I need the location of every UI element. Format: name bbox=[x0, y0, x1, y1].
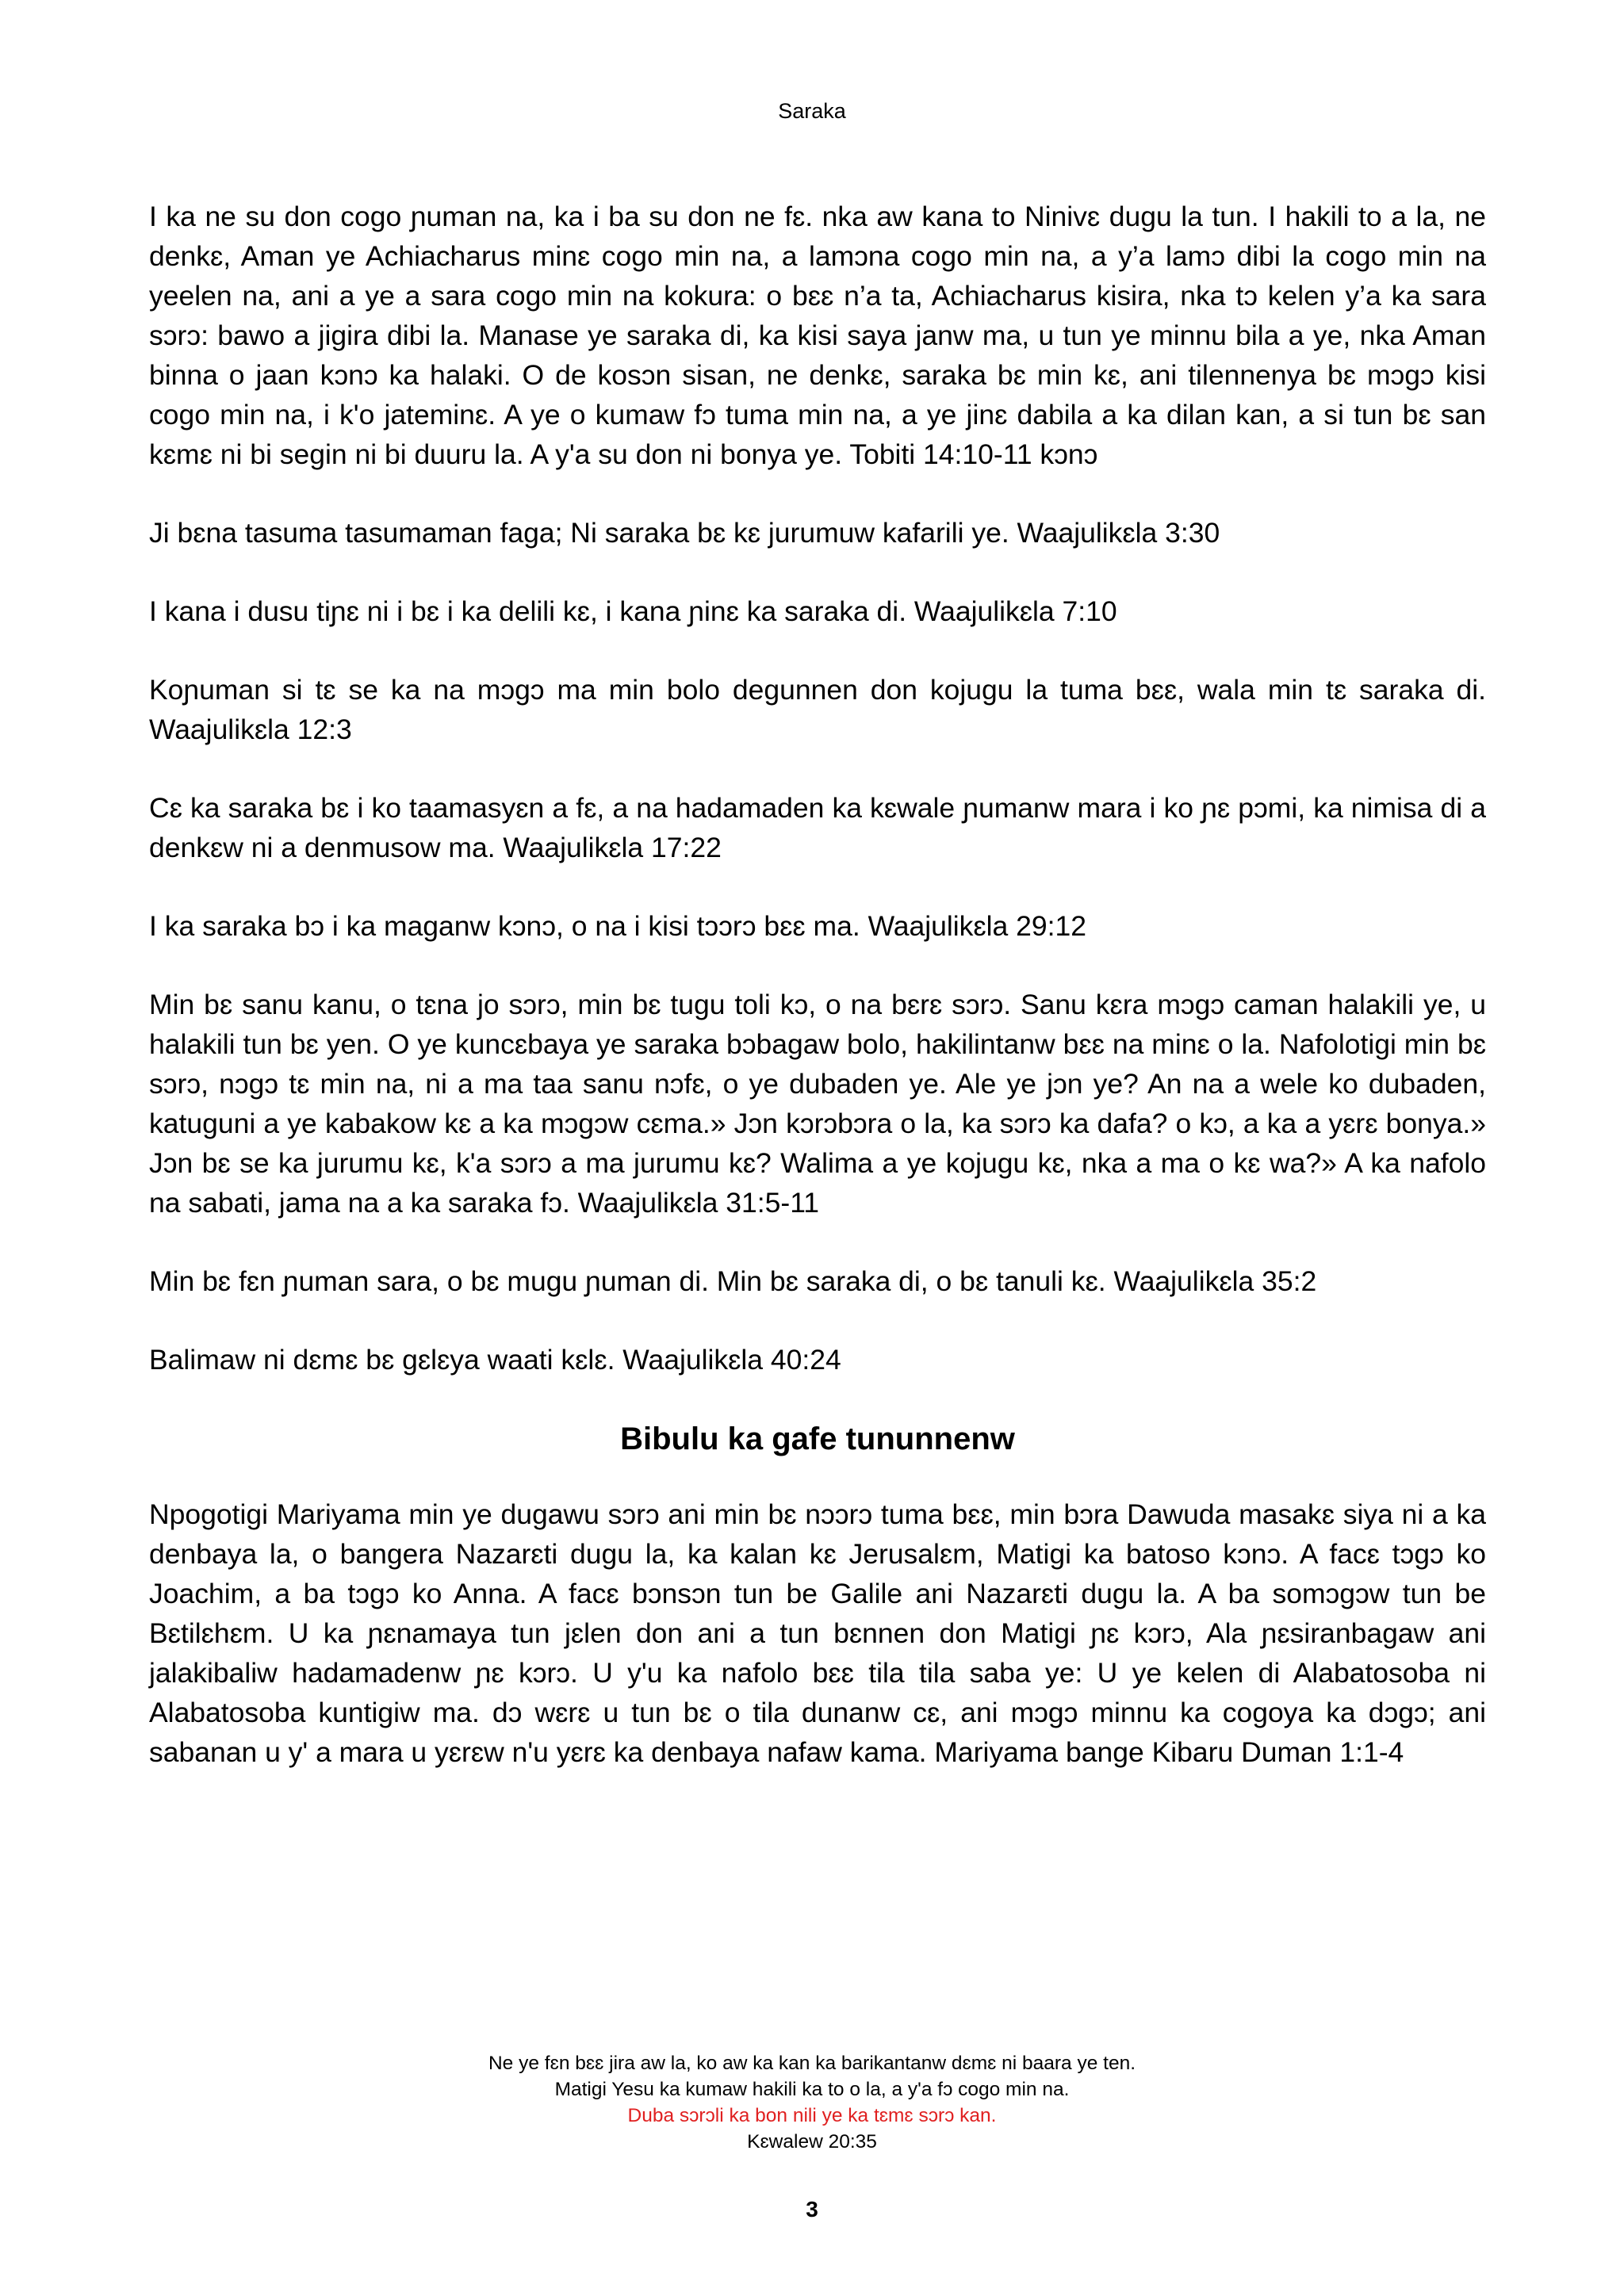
body-paragraph: Koɲuman si tɛ se ka na mɔgɔ ma min bolo degunnen don kojugu la tuma bɛɛ, wala min tɛ saraka di. Waajulikɛla 12:3 bbox=[149, 674, 1486, 745]
body-paragraph: Ji bɛna tasuma tasumaman faga; Ni saraka bɛ kɛ jurumuw kafarili ye. Waajulikɛla 3:30 bbox=[149, 517, 1220, 549]
running-header: Saraka bbox=[778, 99, 846, 123]
body-paragraph: Balimaw ni dɛmɛ bɛ gɛlɛya waati kɛlɛ. Waajulikɛla 40:24 bbox=[149, 1344, 841, 1376]
page-number: 3 bbox=[806, 2197, 818, 2221]
section-heading: Bibulu ka gafe tununnenw bbox=[620, 1422, 1015, 1456]
footer-line: Matigi Yesu ka kumaw hakili ka to o la, a y'a fɔ cogo min na. bbox=[554, 2079, 1070, 2100]
footer-line: Ne ye fɛn bɛɛ jira aw la, ko aw ka kan ka barikantanw dɛmɛ ni baara ye ten. bbox=[488, 2053, 1136, 2074]
page-footer bbox=[0, 2050, 1624, 2155]
body-paragraph: Min bɛ fɛn ɲuman sara, o bɛ mugu ɲuman di. Min bɛ saraka di, o bɛ tanuli kɛ. Waajulikɛla 35:2 bbox=[149, 1265, 1317, 1297]
body-paragraph: Cɛ ka saraka bɛ i ko taamasyɛn a fɛ, a na hadamaden ka kɛwale ɲumanw mara i ko ɲɛ pɔmi, ka nimisa di a denkɛw ni a denmusow ma. Waajulikɛla 17:22 bbox=[149, 792, 1486, 863]
body-paragraph: Min bɛ sanu kanu, o tɛna jo sɔrɔ, min bɛ tugu toli kɔ, o na bɛrɛ sɔrɔ. Sanu kɛra mɔgɔ caman halakili ye, u halakili tun bɛ yen. O ye kuncɛbaya ye saraka bɔbagaw bolo, hakilintanw bɛɛ na minɛ o la. Nafolotigi min bɛ sɔrɔ, nɔgɔ tɛ min na, ni a ma taa sanu nɔfɛ, o ye dubaden ye. Ale ye jɔn ye? An na a wele ko dubaden, katuguni a ye kabakow kɛ a ka mɔgɔw cɛma.» Jɔn kɔrɔbɔra o la, ka sɔrɔ ka dafa? o kɔ, a ka a yɛrɛ bonya.» Jɔn bɛ se ka jurumu kɛ, k'a sɔrɔ a ma jurumu kɛ? Walima a ye kojugu kɛ, nka a ma o kɛ wa?» A ka nafolo na sabati, jama na a ka saraka fɔ. Waajulikɛla 31:5-11 bbox=[149, 989, 1486, 1219]
page-body bbox=[149, 197, 1486, 1811]
section-paragraph: Npogotigi Mariyama min ye dugawu sɔrɔ ani min bɛ nɔɔrɔ tuma bɛɛ, min bɔra Dawuda masakɛ siya ni a ka denbaya la, o bangera Nazarɛti dugu la, ka kalan kɛ Jerusalɛm, Matigi ka batoso kɔnɔ. A facɛ tɔgɔ ko Joachim, a ba tɔgɔ ko Anna. A facɛ bɔnsɔn tun be Galile ani Nazarɛti dugu la. A ba somɔgɔw tun be Bɛtilɛhɛm. U ka ɲɛnamaya tun jɛlen don ani a tun bɛnnen don Matigi ɲɛ kɔrɔ, Ala ɲɛsiranbagaw ani jalakibaliw hadamadenw ɲɛ kɔrɔ. U y'u ka nafolo bɛɛ tila tila saba ye: U ye kelen di Alabatosoba ni Alabatosoba kuntigiw ma. dɔ wɛrɛ u tun bɛ o tila dunanw cɛ, ani mɔgɔ minnu ka cogoya ka dɔgɔ; ani sabanan u y' a mara u yɛrɛw n'u yɛrɛ ka denbaya nafaw kama. Mariyama bange Kibaru Duman 1:1-4 bbox=[149, 1498, 1486, 1768]
body-paragraph: I ka saraka bɔ i ka maganw kɔnɔ, o na i kisi tɔɔrɔ bɛɛ ma. Waajulikɛla 29:12 bbox=[149, 910, 1087, 942]
footer-highlight-line: Duba sɔrɔli ka bon nili ye ka tɛmɛ sɔrɔ kan. bbox=[627, 2105, 997, 2126]
body-paragraph: I ka ne su don cogo ɲuman na, ka i ba su don ne fɛ. nka aw kana to Ninivɛ dugu la tun. I hakili to a la, ne denkɛ, Aman ye Achiacharus minɛ cogo min na, a lamɔna cogo min na, a y’a lamɔ dibi la cogo min na yeelen na, ani a ye a sara cogo min na kokura: o bɛɛ n’a ta, Achiacharus kisira, nka tɔ kelen y’a ka sara sɔrɔ: bawo a jigira dibi la. Manase ye saraka di, ka kisi saya janw ma, u tun ye minnu bila a ye, nka Aman binna o jaan kɔnɔ ka halaki. O de kosɔn sisan, ne denkɛ, saraka bɛ min kɛ, ani tilennenya bɛ mɔgɔ kisi cogo min na, i k'o jateminɛ. A ye o kumaw fɔ tuma min na, a ye jinɛ dabila a ka dilan kan, a si tun bɛ san kɛmɛ ni bi segin ni bi duuru la. A y'a su don ni bonya ye. Tobiti 14:10-11 kɔnɔ bbox=[149, 201, 1486, 470]
footer-reference: Kɛwalew 20:35 bbox=[747, 2131, 877, 2152]
body-paragraph: I kana i dusu tiɲɛ ni i bɛ i ka delili kɛ, i kana ɲinɛ ka saraka di. Waajulikɛla 7:10 bbox=[149, 595, 1117, 627]
